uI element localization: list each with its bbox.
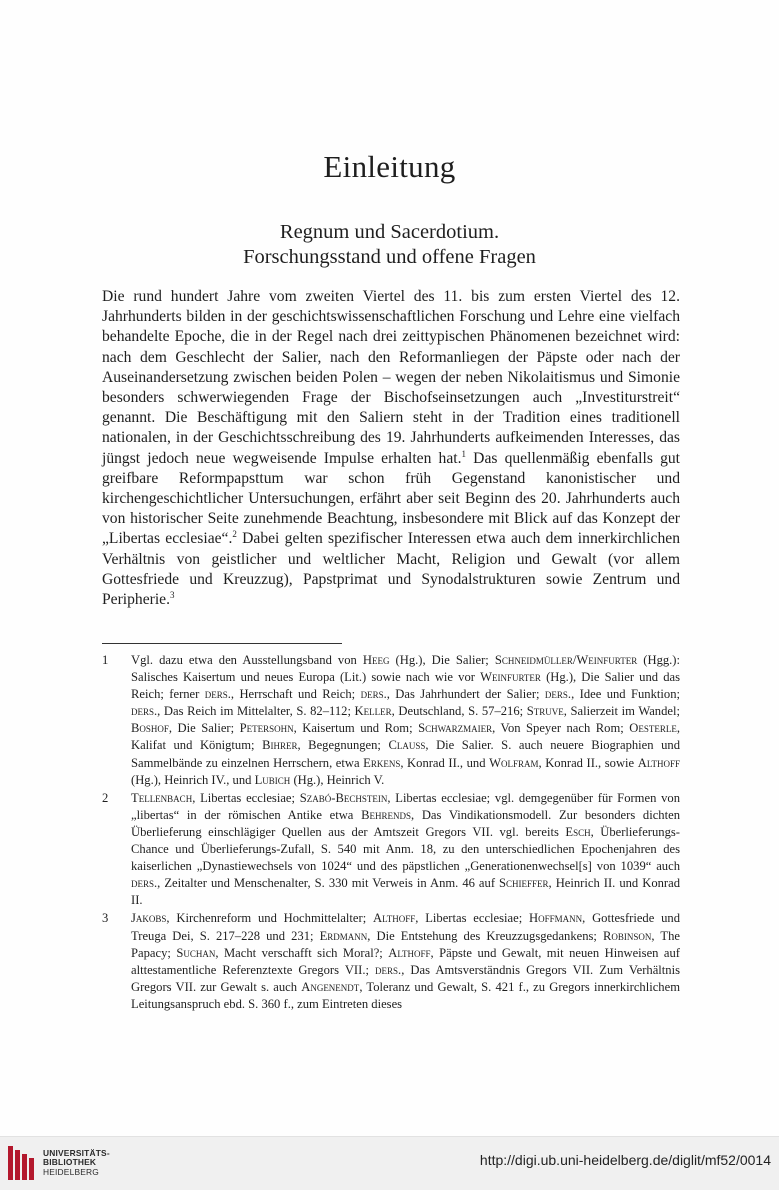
cited-author: ders. [131, 876, 158, 891]
footnote-text-run: , Die Salier; [168, 721, 240, 736]
cited-author: Erkens [363, 755, 401, 770]
footnote-text-run: , Kalifat und Königtum; [131, 721, 680, 753]
footnote-text-run: , Toleranz und Gewalt, S. 421 f., zu Gregors innerkirchlichem Leitungsanspruch ebd. S. 360 f., zum Eintreten dieses [131, 979, 680, 1011]
cited-author: Szabó-Bechstein [299, 790, 388, 805]
body-text-part-1: Die rund hundert Jahre vom zweiten Viertel des 11. bis zum ersten Viertel des 12. Jahrhunderts bilden in der geschichtswissenschaftlichen Forschung und Lehre eine vielfach behandelte Epoche, die in der Regel nach drei zeittypischen Phänomenen bezeichnet wird: nach dem Geschlecht der Salier, nach den Reformanliegen der Päpste oder nach der Auseinandersetzung zwischen beiden Polen – wegen der neben Nikolaitismus und Simonie besonders schwerwiegenden Frage der Bischofseinsetzungen auch „Investiturstreit“ genannt. Die Beschäftigung mit den Saliern steht in der Tradition eines traditionell nationalen, in der Geschichtsschreibung des 19. Jahrhunderts aufkeimenden Interesses, das jüngst jedoch neue wegweisende Impulse erhalten hat. [102, 288, 680, 467]
chapter-title: Einleitung [323, 148, 456, 184]
cited-author: Jakobs [131, 911, 167, 926]
footnote-text-run: (Hg.), Die Salier und das Reich; ferner [131, 670, 680, 702]
cited-author: ders. [131, 704, 158, 719]
footnote-text-run: , Das Amtsverständnis Gregors VII. Zum Verhältnis Gregors VII. zur Gewalt s. auch [131, 962, 680, 994]
footnote-text-run: , Das Reich im Mittelalter, S. 82–112; [157, 704, 355, 719]
cited-author: Wolfram [489, 755, 539, 770]
cited-author: Struve [526, 704, 564, 719]
footnote-text-run: , Libertas ecclesiae; [415, 911, 530, 926]
section-title [0, 220, 779, 270]
cited-author: Tellenbach [131, 790, 193, 805]
footnotes [102, 652, 680, 1014]
footnote-text-run: , Idee und Funktion; [571, 687, 680, 702]
footnote-text-run: , Die Entstehung des Kreuzzugsgedankens; [367, 928, 603, 943]
cited-author: Schneidmüller/Weinfurter [494, 653, 638, 667]
cited-author: Lubich [254, 772, 291, 787]
section-title-line-1: Regnum und Sacerdotium. [279, 221, 500, 243]
footnote-text-run: , Zeitalter und Menschenalter, S. 330 mit Verweis in Anm. 46 auf [157, 876, 500, 891]
footnote-text-run: , Das Jahrhundert der Salier; [386, 687, 545, 702]
footnote-item [102, 910, 680, 1013]
logo-line-2: BIBLIOTHEK [43, 1157, 97, 1168]
footnote-text-run: (Hg.), Die Salier; [389, 653, 495, 667]
footnote-text-run: , The Papacy; [131, 928, 680, 960]
body-text-part-3: Dabei gelten spezifischer Interessen etwa auch dem innerkirchlichen Verhältnis von geistlicher und weltlicher Macht, Religion und Gewalt (vor allem Gottesfriede und Kreuzzug), Papstprimat und Synodalstrukturen sowie Zentrum und Peripherie. [102, 530, 680, 609]
cited-author: Althoff [637, 755, 680, 770]
footnote-text-run: , Gottesfriede und Treuga Dei, S. 217–228 und 231; [131, 911, 680, 943]
cited-author: Heeg [362, 653, 390, 667]
footnote-text-run: , Deutschland, S. 57–216; [391, 704, 527, 719]
cited-author: Oesterle [629, 721, 677, 736]
cited-author: Clauss [388, 738, 426, 753]
cited-author: Althoff [388, 945, 431, 960]
footnote-text-run: (Hg.), Heinrich V. [290, 772, 385, 787]
cited-author: Hoffmann [529, 911, 583, 926]
cited-author: Angenendt [301, 979, 360, 994]
section-title-line-2: Forschungsstand und offene Fragen [243, 246, 536, 268]
footnote-text-run: (Hgg.): Salisches Kaisertum und neues Europa (Lit.) sowie nach wie vor [131, 653, 681, 685]
cited-author: Erdmann [319, 928, 368, 943]
cited-author: ders. [204, 687, 231, 702]
cited-author: ders. [375, 962, 402, 977]
cited-author: ders. [360, 687, 387, 702]
footnote-ref-3[interactable]: 3 [169, 589, 175, 600]
footnote-text [131, 652, 680, 789]
footnote-text-run: , Kaisertum und Rom; [293, 721, 419, 736]
cited-author: Esch [565, 824, 591, 839]
permalink-url[interactable]: http://digi.ub.uni-heidelberg.de/diglit/mf52/0014 [479, 1152, 771, 1168]
footnote-text-run: , Salierzeit im Wandel; [563, 704, 680, 719]
footnote-number: 3 [102, 911, 109, 926]
footnote-number: 1 [102, 653, 109, 667]
footnote-divider [102, 643, 342, 644]
cited-author: Suchan [176, 945, 216, 960]
footnote-text-run: , Macht verschafft sich Moral?; [215, 945, 389, 960]
footnote-item [102, 652, 680, 789]
footnote-text-run: (Hg.), Heinrich IV., und [131, 772, 255, 787]
footnote-number: 2 [102, 790, 109, 805]
cited-author: Weinfurter [480, 670, 541, 685]
footnote-text [131, 790, 680, 910]
cited-author: Schieffer [499, 876, 549, 891]
body-paragraph [102, 287, 680, 610]
footnote-text-run: , Die Salier. S. auch neuere Biographien und Sammelbände zu einzelnen Herrschern, etwa [131, 738, 680, 770]
cited-author: Robinson [603, 928, 652, 943]
footnote-text-run: , Konrad II., und [400, 755, 490, 770]
cited-author: ders. [544, 687, 572, 702]
footnote-text-run: , Herrschaft und Reich; [230, 687, 361, 702]
library-logo[interactable] [8, 1146, 110, 1180]
logo-line-3: HEIDELBERG [43, 1166, 99, 1177]
logo-line-1: UNIVERSITÄTS- [43, 1147, 110, 1158]
cited-author: Petersohn [239, 721, 294, 736]
library-logo-text [43, 1149, 110, 1178]
footnote-text-run: , Begegnungen; [297, 738, 389, 753]
footnote-ref-2[interactable]: 2 [232, 529, 237, 540]
footnote-text-run: , Konrad II., sowie [538, 755, 638, 770]
footnote-item [102, 790, 680, 910]
footnote-text-run: , Libertas ecclesiae; [192, 790, 300, 805]
cited-author: Schwarzmaier [418, 721, 493, 736]
footnote-text [131, 910, 680, 1013]
footnote-text-run: , Päpste und Gewalt, mit neuen Hinweisen auf alttestamentliche Referenztexte Gregors VII.; [131, 945, 680, 977]
cited-author: Behrends [361, 807, 411, 822]
footnote-text-run: , Heinrich II. und Konrad II. [131, 876, 680, 908]
footnote-text-run: , Von Speyer nach Rom; [492, 721, 630, 736]
footnote-text-run: Vgl. dazu etwa den Ausstellungsband von [131, 653, 363, 667]
viewer-footer [0, 1136, 779, 1190]
cited-author: Boshof [131, 721, 169, 736]
footnote-text-run: , Das Vindikationsmodell. Zur besonders dichten Überlieferung einschlägiger Quellen aus der Amtszeit Gregors VII. vgl. bereits [131, 807, 680, 839]
footnote-text-run: , Überlieferungs-Chance und Überlieferungs-Zufall, S. 540 mit Anm. 18, zu den unterschiedlichen Epochenjahren des kaiserlichen „Dynastiewechsels von 1024“ und des päpstlichen „Generationenwechsel[s] von 1039“ auch [131, 824, 680, 874]
cited-author: Keller [354, 704, 392, 719]
library-logo-icon [8, 1146, 38, 1180]
cited-author: Althoff [373, 911, 416, 926]
cited-author: Bihrer [262, 738, 298, 753]
footnote-text-run: , Kirchenreform und Hochmittelalter; [166, 911, 373, 926]
footnote-ref-1[interactable]: 1 [461, 448, 467, 459]
footnote-text-run: , Libertas ecclesiae; vgl. demgegenüber für Formen von „libertas“ in der römischen Antike etwa [131, 790, 680, 822]
body-text-part-2: Das quellenmäßig ebenfalls gut greifbare Reformpapsttum war schon früh Gegenstand kanonistischer und kirchengeschichtlicher Untersuchungen, erfährt aber seit Beginn des 20. Jahrhunderts auch von historischer Seite zunehmende Beachtung, insbesondere mit Blick auf das Konzept der „Libertas ecclesiae“. [102, 449, 681, 548]
